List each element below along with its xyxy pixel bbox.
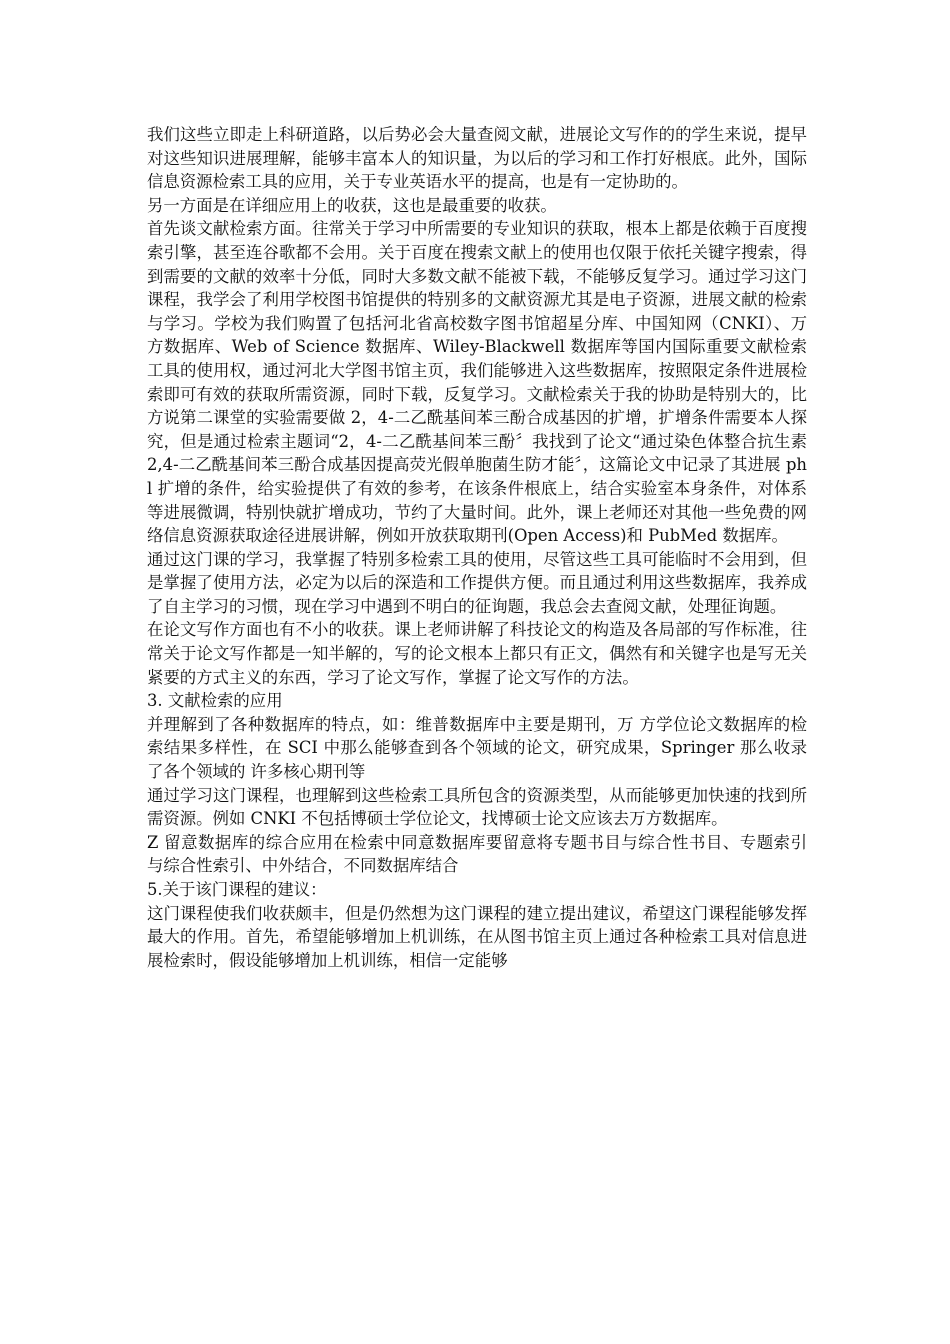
paragraph-resource-types: 通过学习这门课程，也理解到这些检索工具所包含的资源类型，从而能够更加快速的找到所需资源。例如 CNKI 不包括博硕士学位论文，找博硕士论文应该去万方数据库。	[147, 785, 807, 829]
paragraph-application-gain: 另一方面是在详细应用上的收获，这也是最重要的收获。	[147, 195, 557, 215]
paragraph-intro: 我们这些立即走上科研道路，以后势必会大量查阅文献，进展论文写作的的学生来说，提早对这些知识进展理解，能够丰富本人的知识量，为以后的学习和工作打好根底。此外，国际信息资源检索工具的应用，关于专业英语水平的提高，也是有一定协助的。	[147, 125, 807, 192]
section-heading-5: 5.关于该门课程的建议：	[147, 880, 327, 899]
paragraph-literature-retrieval: 首先谈文献检索方面。往常关于学习中所需要的专业知识的获取，根本上都是依赖于百度搜索引擎，甚至连谷歌都不会用。关于百度在搜索文献上的使用也仅限于依托关键字搜索，得到需要的文献的效率十分低，同时大多数文献不能被下载，不能够反复学习。通过学习这门课程，我学会了利用学校图书馆提供的特别多的文献资源尤其是电子资源，进展文献的检索与学习。学校为我们购置了包括河北省高校数字图书馆超星分库、中国知网（CNKI）、万方数据库、Web of Science 数据库、Wiley-Blackwell 数据库等国内国际重要文献检索工具的使用权，通过河北大学图书馆主页，我们能够进入这些数据库，按照限定条件进展检索即可有效的获取所需资源，同时下载，反复学习。文献检索关于我的协助是特别大的，比方说第二课堂的实验需要做 2，4-二乙酰基间苯三酚合成基因的扩增，扩增条件需要本人探究，但是通过检索主题词“2，4-二乙酰基间苯三酚〞我找到了论文“通过染色体整合抗生素 2,4-二乙酰基间苯三酚合成基因提高荧光假单胞菌生防才能〞，这篇论文中记录了其进展 phl 扩增的条件，给实验提供了有效的参考，在该条件根底上，结合实验室本身条件，对体系等进展微调，特别快就扩增成功，节约了大量时间。此外，课上老师还对其他一些免费的网络信息资源获取途径进展讲解，例如开放获取期刊(Open Access)和 PubMed 数据库。	[147, 219, 807, 546]
paragraph-suggestions: 这门课程使我们收获颇丰，但是仍然想为这门课程的建立提出建议，希望这门课程能够发挥最大的作用。首先，希望能够增加上机训练，在从图书馆主页上通过各种检索工具对信息进展检索时，假设能够增加上机训练，相信一定能够	[147, 903, 807, 970]
paragraph-combined-use: Z 留意数据库的综合应用在检索中同意数据库要留意将专题书目与综合性书目、专题索引 与综合性索引、中外结合，不同数据库结合	[147, 832, 807, 876]
section-heading-3: 3. 文献检索的应用	[147, 691, 283, 711]
paragraph-database-features: 并理解到了各种数据库的特点，如：维普数据库中主要是期刊，万 方学位论文数据库的检索结果多样性，在 SCI 中那么能够查到各个领域的论文，研究成果，Springer 那么收录了各个领域的 许多核心期刊等	[147, 714, 807, 782]
paragraph-retrieval-tools: 通过这门课的学习，我掌握了特别多检索工具的使用，尽管这些工具可能临时不会用到，但是掌握了使用方法，必定为以后的深造和工作提供方便。而且通过利用这些数据库，我养成了自主学习的习惯，现在学习中遇到不明白的征询题，我总会去查阅文献，处理征询题。	[147, 549, 807, 616]
paragraph-paper-writing: 在论文写作方面也有不小的收获。课上老师讲解了科技论文的构造及各局部的写作标准，往常关于论文写作都是一知半解的，写的论文根本上都只有正文，偶然有和关键字也是写无关紧要的方式主义的东西，学习了论文写作，掌握了论文写作的方法。	[147, 620, 807, 687]
document-body	[147, 123, 807, 972]
